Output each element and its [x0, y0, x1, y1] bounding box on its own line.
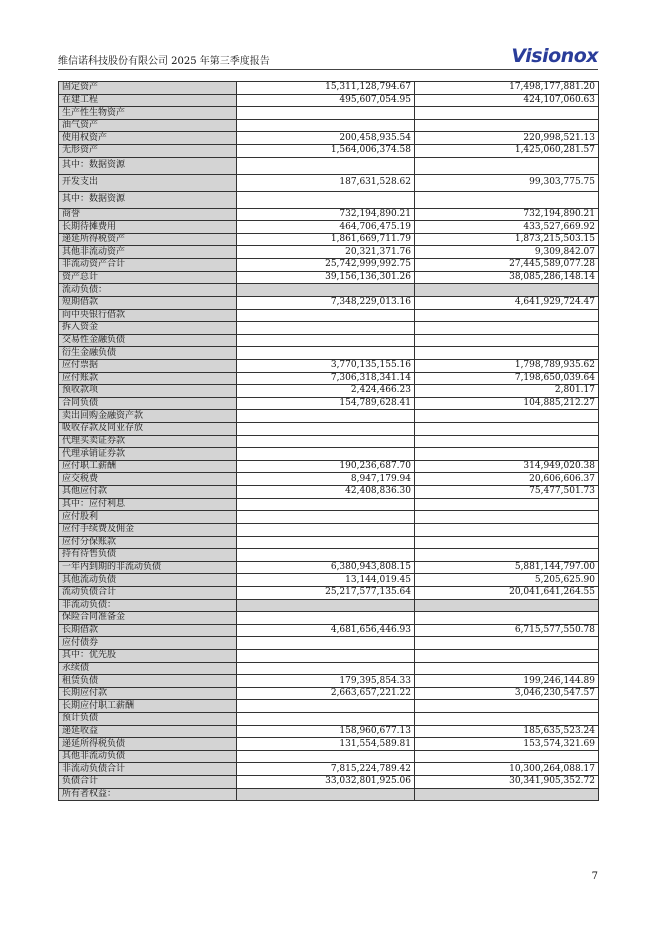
section-header-row	[59, 788, 599, 801]
current-period-value	[237, 448, 415, 461]
prior-period-value: 75,477,501.73	[415, 486, 599, 499]
table-row	[59, 662, 599, 675]
current-period-value: 7,306,318,341.14	[237, 372, 415, 385]
prior-period-value: 1,425,060,281.57	[415, 145, 599, 158]
row-label: 资产总计	[59, 271, 237, 284]
table-row	[59, 191, 599, 208]
row-label: 一年内到期的非流动负债	[59, 561, 237, 574]
row-label: 预计负债	[59, 713, 237, 726]
row-label: 持有待售负债	[59, 549, 237, 562]
table-row	[59, 322, 599, 335]
row-label: 固定资产	[59, 82, 237, 95]
current-period-value: 7,815,224,789.42	[237, 763, 415, 776]
table-row	[59, 511, 599, 524]
prior-period-value	[415, 549, 599, 562]
current-period-value: 2,424,466.23	[237, 385, 415, 398]
prior-period-value	[415, 498, 599, 511]
prior-period-value: 3,046,230,547.57	[415, 687, 599, 700]
row-label: 其他应付款	[59, 486, 237, 499]
current-period-value	[237, 788, 415, 801]
row-label: 应付票据	[59, 359, 237, 372]
header-divider	[58, 69, 598, 70]
current-period-value: 495,607,054.95	[237, 94, 415, 107]
current-period-value: 158,960,677.13	[237, 725, 415, 738]
current-period-value: 13,144,019.45	[237, 574, 415, 587]
prior-period-value: 1,798,789,935.62	[415, 359, 599, 372]
row-label: 合同负债	[59, 397, 237, 410]
prior-period-value: 1,873,215,503.15	[415, 233, 599, 246]
prior-period-value: 5,205,625.90	[415, 574, 599, 587]
current-period-value	[237, 612, 415, 625]
row-label: 代理承销证券款	[59, 448, 237, 461]
table-row	[59, 296, 599, 309]
current-period-value	[237, 662, 415, 675]
row-label: 其他非流动资产	[59, 246, 237, 259]
table-row	[59, 561, 599, 574]
prior-period-value	[415, 599, 599, 612]
current-period-value: 2,663,657,221.22	[237, 687, 415, 700]
prior-period-value: 732,194,890.21	[415, 208, 599, 221]
prior-period-value: 4,641,929,724.47	[415, 296, 599, 309]
table-row	[59, 271, 599, 284]
prior-period-value	[415, 191, 599, 208]
prior-period-value: 10,300,264,088.17	[415, 763, 599, 776]
row-label: 生产性生物资产	[59, 107, 237, 120]
current-period-value: 25,742,999,992.75	[237, 259, 415, 272]
table-row	[59, 612, 599, 625]
current-period-value	[237, 284, 415, 297]
table-row	[59, 738, 599, 751]
current-period-value: 25,217,577,135.64	[237, 586, 415, 599]
row-label: 应交税费	[59, 473, 237, 486]
visionox-logo: Visionox	[511, 45, 598, 67]
row-label: 所有者权益：	[59, 788, 237, 801]
row-label: 应付账款	[59, 372, 237, 385]
row-label: 预收款项	[59, 385, 237, 398]
row-label: 非流动资产合计	[59, 259, 237, 272]
current-period-value	[237, 347, 415, 360]
table-row	[59, 385, 599, 398]
current-period-value: 20,321,371.76	[237, 246, 415, 259]
current-period-value	[237, 435, 415, 448]
row-label: 流动负债：	[59, 284, 237, 297]
row-label: 非流动负债合计	[59, 763, 237, 776]
table-row	[59, 208, 599, 221]
row-label: 商誉	[59, 208, 237, 221]
table-row	[59, 82, 599, 95]
current-period-value	[237, 713, 415, 726]
row-label: 流动负债合计	[59, 586, 237, 599]
table-row	[59, 549, 599, 562]
current-period-value	[237, 549, 415, 562]
row-label: 永续债	[59, 662, 237, 675]
row-label: 保险合同准备金	[59, 612, 237, 625]
current-period-value: 187,631,528.62	[237, 174, 415, 191]
prior-period-value: 199,246,144.89	[415, 675, 599, 688]
prior-period-value: 99,303,775.75	[415, 174, 599, 191]
row-label: 应付股利	[59, 511, 237, 524]
balance-sheet-table	[58, 81, 599, 801]
table-row	[59, 259, 599, 272]
prior-period-value: 6,715,577,550.78	[415, 624, 599, 637]
table-row	[59, 397, 599, 410]
prior-period-value	[415, 448, 599, 461]
current-period-value	[237, 309, 415, 322]
prior-period-value	[415, 119, 599, 132]
row-label: 其他非流动负债	[59, 750, 237, 763]
prior-period-value	[415, 334, 599, 347]
table-row	[59, 624, 599, 637]
table-row	[59, 94, 599, 107]
current-period-value	[237, 649, 415, 662]
prior-period-value	[415, 309, 599, 322]
current-period-value	[237, 599, 415, 612]
section-header-row	[59, 599, 599, 612]
prior-period-value	[415, 410, 599, 423]
prior-period-value	[415, 788, 599, 801]
prior-period-value	[415, 536, 599, 549]
table-row	[59, 334, 599, 347]
row-label: 交易性金融负债	[59, 334, 237, 347]
table-row	[59, 763, 599, 776]
table-row	[59, 776, 599, 789]
page-number: 7	[591, 871, 598, 882]
row-label: 向中央银行借款	[59, 309, 237, 322]
table-row	[59, 246, 599, 259]
table-row	[59, 523, 599, 536]
table-row	[59, 435, 599, 448]
prior-period-value: 5,881,144,797.00	[415, 561, 599, 574]
table-row	[59, 725, 599, 738]
prior-period-value: 314,949,020.38	[415, 460, 599, 473]
table-row	[59, 713, 599, 726]
table-row	[59, 423, 599, 436]
row-label: 递延所得税资产	[59, 233, 237, 246]
prior-period-value	[415, 612, 599, 625]
row-label: 长期应付款	[59, 687, 237, 700]
current-period-value: 131,554,589.81	[237, 738, 415, 751]
prior-period-value	[415, 637, 599, 650]
row-label: 应付债券	[59, 637, 237, 650]
current-period-value: 33,032,801,925.06	[237, 776, 415, 789]
table-row	[59, 460, 599, 473]
row-label: 吸收存款及同业存放	[59, 423, 237, 436]
row-label: 应付分保账款	[59, 536, 237, 549]
prior-period-value	[415, 435, 599, 448]
row-label: 其中：优先股	[59, 649, 237, 662]
prior-period-value: 38,085,286,148.14	[415, 271, 599, 284]
row-label: 递延收益	[59, 725, 237, 738]
prior-period-value: 220,998,521.13	[415, 132, 599, 145]
row-label: 递延所得税负债	[59, 738, 237, 751]
current-period-value	[237, 536, 415, 549]
row-label: 长期待摊费用	[59, 221, 237, 234]
prior-period-value	[415, 700, 599, 713]
row-label: 短期借款	[59, 296, 237, 309]
row-label: 无形资产	[59, 145, 237, 158]
table-row	[59, 132, 599, 145]
current-period-value: 4,681,656,446.93	[237, 624, 415, 637]
table-row	[59, 700, 599, 713]
prior-period-value: 30,341,905,352.72	[415, 776, 599, 789]
section-header-row	[59, 284, 599, 297]
current-period-value	[237, 523, 415, 536]
table-row	[59, 233, 599, 246]
current-period-value: 200,458,935.54	[237, 132, 415, 145]
prior-period-value: 153,574,321.69	[415, 738, 599, 751]
table-row	[59, 536, 599, 549]
row-label: 其他流动负债	[59, 574, 237, 587]
table-row	[59, 309, 599, 322]
current-period-value: 42,408,836.30	[237, 486, 415, 499]
table-row	[59, 675, 599, 688]
prior-period-value	[415, 511, 599, 524]
table-row	[59, 119, 599, 132]
current-period-value: 154,789,628.41	[237, 397, 415, 410]
current-period-value	[237, 191, 415, 208]
prior-period-value	[415, 750, 599, 763]
current-period-value	[237, 423, 415, 436]
table-row	[59, 448, 599, 461]
prior-period-value	[415, 322, 599, 335]
current-period-value: 1,861,669,711.79	[237, 233, 415, 246]
prior-period-value: 185,635,523.24	[415, 725, 599, 738]
current-period-value	[237, 107, 415, 120]
table-row	[59, 473, 599, 486]
table-row	[59, 107, 599, 120]
prior-period-value: 2,801.17	[415, 385, 599, 398]
row-label: 使用权资产	[59, 132, 237, 145]
table-row	[59, 359, 599, 372]
row-label: 其中：应付利息	[59, 498, 237, 511]
row-label: 应付职工薪酬	[59, 460, 237, 473]
prior-period-value: 20,606,606.37	[415, 473, 599, 486]
row-label: 负债合计	[59, 776, 237, 789]
current-period-value: 464,706,475.19	[237, 221, 415, 234]
table-row	[59, 649, 599, 662]
current-period-value: 15,311,128,794.67	[237, 82, 415, 95]
current-period-value: 3,770,135,155.16	[237, 359, 415, 372]
prior-period-value: 424,107,060.63	[415, 94, 599, 107]
current-period-value	[237, 637, 415, 650]
prior-period-value	[415, 713, 599, 726]
current-period-value	[237, 511, 415, 524]
table-row	[59, 372, 599, 385]
prior-period-value	[415, 347, 599, 360]
current-period-value	[237, 119, 415, 132]
row-label: 其中：数据资源	[59, 191, 237, 208]
table-row	[59, 157, 599, 174]
row-label: 在建工程	[59, 94, 237, 107]
current-period-value: 39,156,136,301.26	[237, 271, 415, 284]
row-label: 租赁负债	[59, 675, 237, 688]
prior-period-value: 104,885,212.27	[415, 397, 599, 410]
current-period-value: 8,947,179.94	[237, 473, 415, 486]
page-header	[58, 45, 598, 69]
current-period-value: 1,564,006,374.58	[237, 145, 415, 158]
table-row	[59, 221, 599, 234]
prior-period-value: 27,445,589,077.28	[415, 259, 599, 272]
current-period-value	[237, 334, 415, 347]
report-title: 维信诺科技股份有限公司 2025 年第三季度报告	[58, 56, 270, 67]
prior-period-value: 9,309,842.07	[415, 246, 599, 259]
table-row	[59, 145, 599, 158]
prior-period-value: 17,498,177,881.20	[415, 82, 599, 95]
row-label: 非流动负债：	[59, 599, 237, 612]
table-row	[59, 486, 599, 499]
row-label: 长期借款	[59, 624, 237, 637]
row-label: 其中：数据资源	[59, 157, 237, 174]
row-label: 长期应付职工薪酬	[59, 700, 237, 713]
current-period-value	[237, 498, 415, 511]
table-row	[59, 174, 599, 191]
current-period-value	[237, 750, 415, 763]
row-label: 代理买卖证券款	[59, 435, 237, 448]
current-period-value	[237, 157, 415, 174]
prior-period-value: 20,041,641,264.55	[415, 586, 599, 599]
prior-period-value	[415, 107, 599, 120]
current-period-value: 190,236,687.70	[237, 460, 415, 473]
row-label: 开发支出	[59, 174, 237, 191]
table-row	[59, 347, 599, 360]
table-row	[59, 410, 599, 423]
current-period-value	[237, 700, 415, 713]
prior-period-value	[415, 523, 599, 536]
table-row	[59, 750, 599, 763]
table-row	[59, 637, 599, 650]
prior-period-value	[415, 649, 599, 662]
prior-period-value	[415, 157, 599, 174]
current-period-value: 732,194,890.21	[237, 208, 415, 221]
prior-period-value: 7,198,650,039.64	[415, 372, 599, 385]
balance-sheet-body	[59, 82, 599, 801]
current-period-value	[237, 322, 415, 335]
row-label: 油气资产	[59, 119, 237, 132]
table-row	[59, 687, 599, 700]
prior-period-value: 433,527,669.92	[415, 221, 599, 234]
row-label: 卖出回购金融资产款	[59, 410, 237, 423]
row-label: 应付手续费及佣金	[59, 523, 237, 536]
prior-period-value	[415, 423, 599, 436]
current-period-value	[237, 410, 415, 423]
row-label: 衍生金融负债	[59, 347, 237, 360]
row-label: 拆入资金	[59, 322, 237, 335]
current-period-value: 6,380,943,808.15	[237, 561, 415, 574]
table-row	[59, 498, 599, 511]
table-row	[59, 586, 599, 599]
current-period-value: 179,395,854.33	[237, 675, 415, 688]
table-row	[59, 574, 599, 587]
prior-period-value	[415, 662, 599, 675]
prior-period-value	[415, 284, 599, 297]
current-period-value: 7,348,229,013.16	[237, 296, 415, 309]
